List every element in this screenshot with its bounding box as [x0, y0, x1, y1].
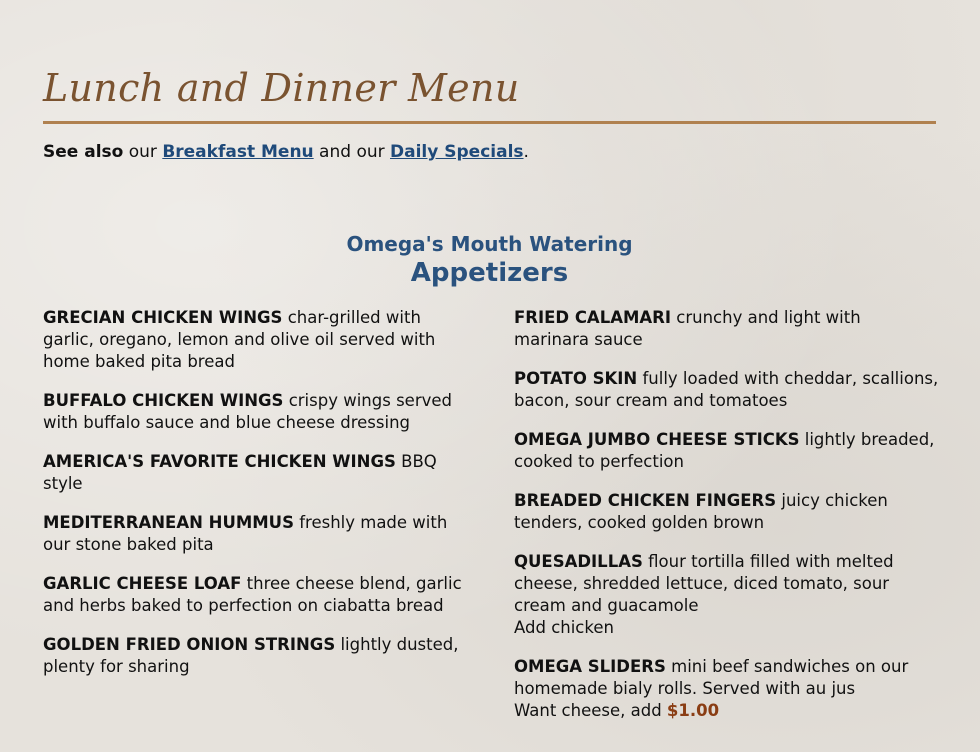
menu-item	[43, 451, 468, 495]
menu-item-extra: Add chicken	[514, 618, 614, 637]
see-also-line	[43, 142, 529, 162]
menu-item	[514, 551, 939, 639]
menu-item-desc: three cheese blend, garlic and herbs baked to perfection on ciabatta bread	[43, 574, 462, 615]
section-subtitle: Omega's Mouth Watering	[346, 232, 633, 256]
menu-item	[514, 656, 939, 722]
daily-specials-link[interactable]: Daily Specials	[390, 142, 524, 162]
page-title: Lunch and Dinner Menu	[43, 66, 520, 110]
menu-item	[43, 307, 468, 373]
left-menu-column	[43, 307, 468, 695]
menu-item	[514, 368, 939, 412]
menu-item-desc: freshly made with our stone baked pita	[43, 513, 448, 554]
menu-item-desc: char-grilled with garlic, oregano, lemon and olive oil served with home baked pita bread	[43, 308, 436, 371]
menu-item-name: GOLDEN FRIED ONION STRINGS	[43, 635, 336, 654]
menu-item-name: BREADED CHICKEN FINGERS	[514, 491, 777, 510]
see-also-text: our	[123, 142, 163, 162]
menu-item-desc: BBQ style	[43, 452, 437, 493]
menu-item-name: FRIED CALAMARI	[514, 308, 672, 327]
menu-item	[514, 490, 939, 534]
menu-item-name: OMEGA SLIDERS	[514, 657, 666, 676]
menu-item	[43, 634, 468, 678]
right-menu-column	[514, 307, 939, 739]
menu-item-extra: Want cheese, add	[514, 701, 667, 720]
menu-item-desc: juicy chicken tenders, cooked golden brown	[514, 491, 888, 532]
menu-item-name: AMERICA'S FAVORITE CHICKEN WINGS	[43, 452, 396, 471]
menu-item	[514, 307, 939, 351]
section-title: Appetizers	[410, 258, 569, 288]
menu-item-name: QUESADILLAS	[514, 552, 643, 571]
menu-item-price: $1.00	[666, 701, 720, 720]
see-also-text: and our	[313, 142, 391, 162]
menu-item-desc: lightly dusted, plenty for sharing	[43, 635, 459, 676]
menu-item-name: MEDITERRANEAN HUMMUS	[43, 513, 294, 532]
menu-item-desc: flour tortilla filled with melted cheese, shredded lettuce, diced tomato, sour cream and guacamole	[514, 552, 894, 615]
menu-item-desc: fully loaded with cheddar, scallions, bacon, sour cream and tomatoes	[514, 369, 939, 410]
menu-item-desc: mini beef sandwiches on our homemade bialy rolls. Served with au jus	[514, 657, 909, 698]
see-also-lead: See also	[43, 142, 124, 162]
menu-item	[43, 573, 468, 617]
breakfast-menu-link[interactable]: Breakfast Menu	[162, 142, 314, 162]
title-divider	[43, 121, 936, 124]
menu-item-name: GRECIAN CHICKEN WINGS	[43, 308, 283, 327]
menu-item	[43, 390, 468, 434]
menu-item-desc: crunchy and light with marinara sauce	[514, 308, 861, 349]
menu-item	[514, 429, 939, 473]
menu-item-desc: crispy wings served with buffalo sauce and blue cheese dressing	[43, 391, 452, 432]
menu-item-name: OMEGA JUMBO CHEESE STICKS	[514, 430, 800, 449]
menu-item-desc: lightly breaded, cooked to perfection	[514, 430, 935, 471]
see-also-text: .	[523, 142, 529, 162]
menu-item	[43, 512, 468, 556]
menu-item-name: GARLIC CHEESE LOAF	[43, 574, 242, 593]
menu-item-name: POTATO SKIN	[514, 369, 638, 388]
menu-item-name: BUFFALO CHICKEN WINGS	[43, 391, 284, 410]
